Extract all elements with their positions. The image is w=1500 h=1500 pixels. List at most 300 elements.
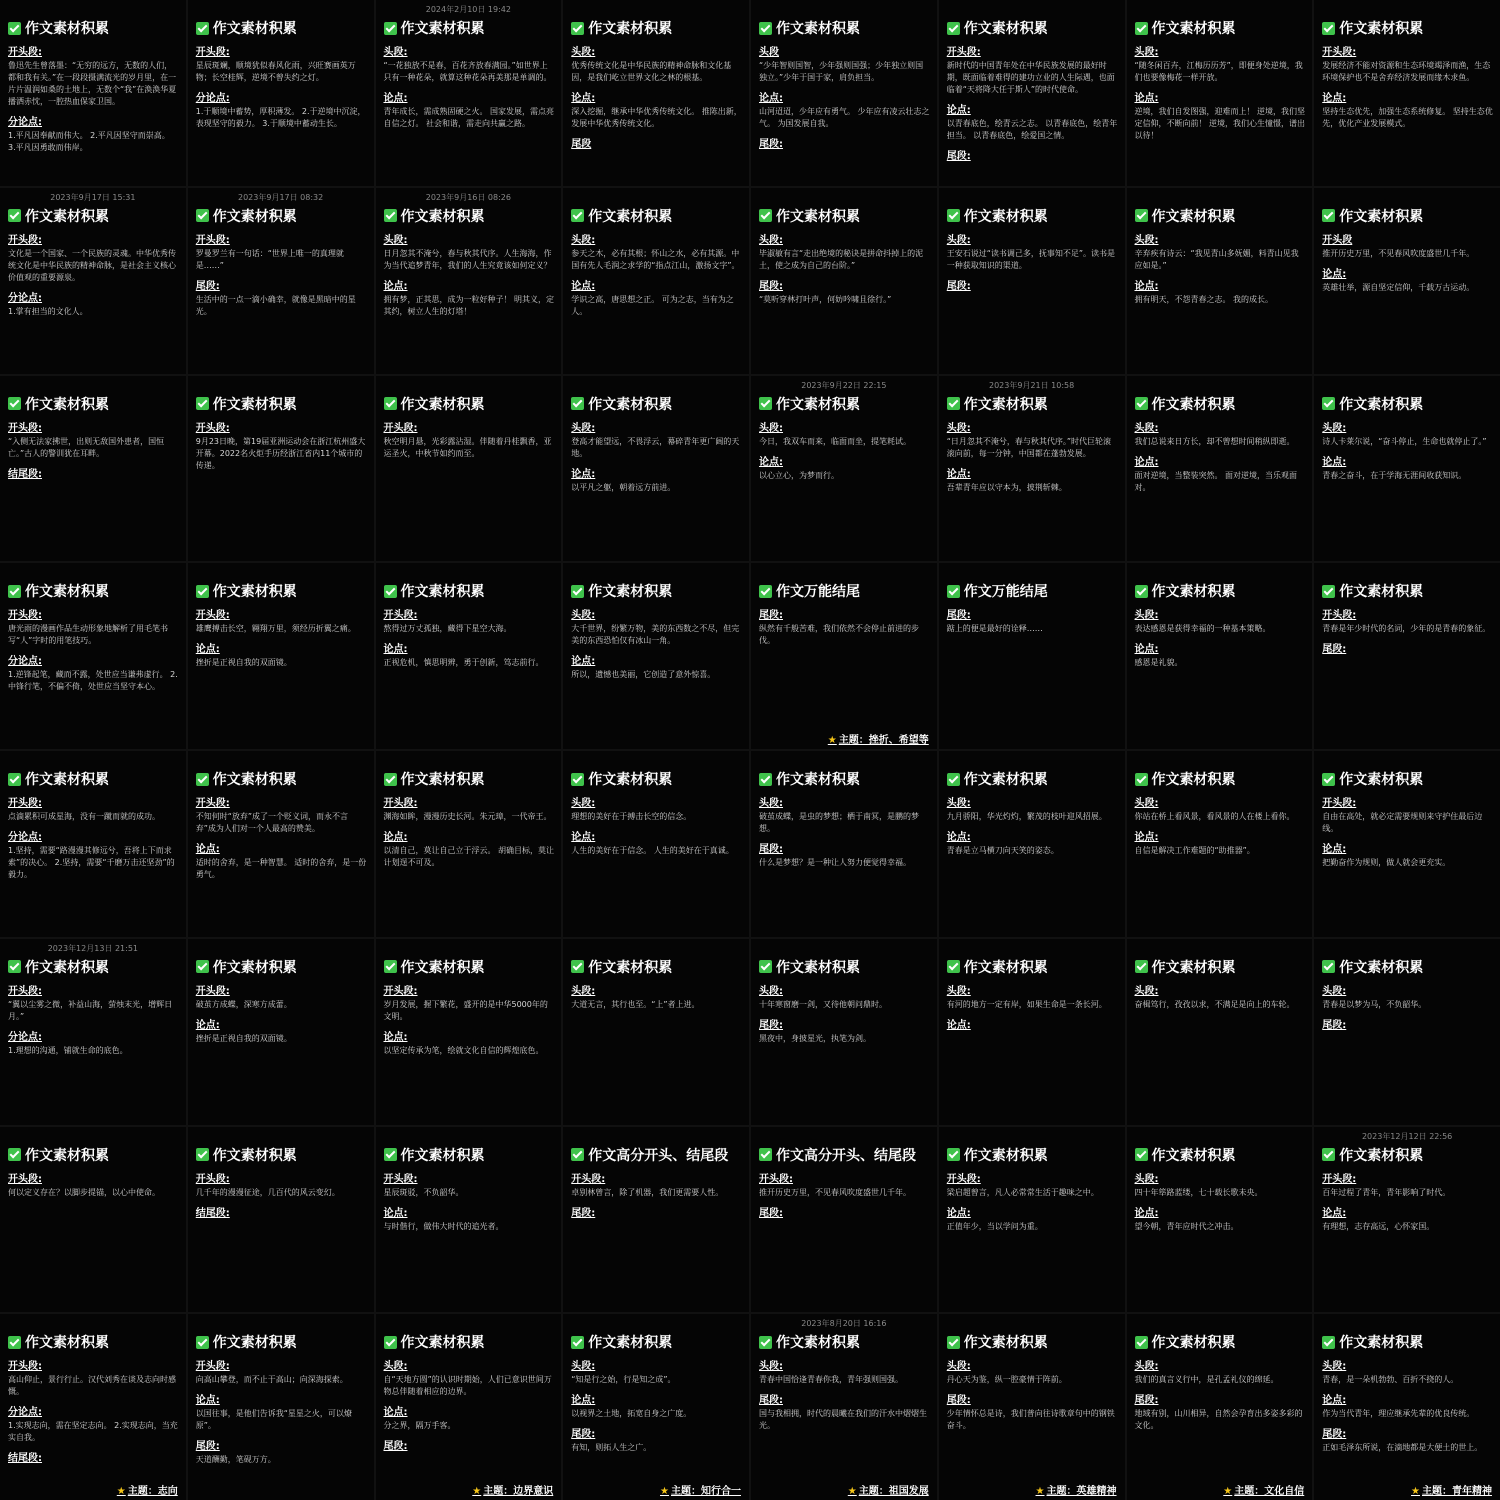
section-text: 诗人卡莱尔说，“奋斗停止，生命也就停止了。” [1322, 436, 1487, 446]
section-text: 星辰斑斓，顺境犹似春风化雨，兴旺赛画英万物；长空桂辉，逆境不曾失约之灯。 [195, 61, 356, 82]
section-text: 辛弃疾有诗云：“我见青山多妩媚，料青山见我应如是。” [1134, 248, 1299, 270]
section-text: 日月忽其不淹兮，春与秋其代序。人生海海，作为当代追梦青年，我们的人生究竟该如何定义？ [383, 248, 552, 270]
section-heading: 头段: [946, 985, 971, 997]
check-icon [571, 1336, 584, 1349]
section-text: 望今朝，青年应时代之冲击。 [1134, 1221, 1239, 1231]
note-title-text: 作文素材积累 [1339, 21, 1424, 37]
section-text: 适时的舍弃，是一种智慧。 适时的舍弃，是一份勇气。 [195, 858, 367, 879]
section-heading: 尾段: [759, 1019, 783, 1031]
section-text: 有河的地方一定有岸，如果生命是一条长河。 [946, 999, 1107, 1009]
check-icon [384, 1148, 397, 1161]
note-card[interactable] [188, 376, 374, 562]
note-card[interactable] [939, 751, 1125, 937]
section-text: 1.掌有担当的文化人。 [8, 306, 88, 316]
section-text: 有理想，志存高远，心怀家国。 [1322, 1221, 1435, 1231]
note-card[interactable] [1314, 376, 1500, 562]
note-card[interactable] [0, 1314, 186, 1500]
section-text: 发展经济不能对资源和生态环境竭泽而渔，生态环境保护也不是舍弃经济发展而缘木求鱼。 [1322, 61, 1491, 82]
section-text: 1.实现志向，需在坚定志向。 2.实现志向，当充实自我。 [8, 1421, 178, 1443]
note-card[interactable] [0, 376, 186, 562]
section-heading: 头段: [759, 422, 783, 434]
section-heading: 开头段: [946, 47, 981, 58]
note-card[interactable] [0, 939, 186, 1125]
star-icon: ★ [660, 1486, 669, 1497]
section-text: 九月骄阳，华光灼灼，繁茂的枝叶迎风招展。 [946, 812, 1107, 821]
section-heading: 论点: [383, 832, 408, 843]
note-card[interactable] [1127, 751, 1313, 937]
section-heading: 头段: [946, 798, 971, 809]
theme-label [551, 923, 553, 934]
check-icon [1135, 397, 1148, 410]
theme-label [660, 1482, 741, 1497]
check-icon [1135, 209, 1148, 222]
check-icon [1135, 22, 1148, 35]
note-card[interactable] [376, 376, 562, 562]
note-card[interactable] [563, 563, 749, 749]
check-icon [8, 1148, 21, 1161]
theme-label [1115, 923, 1117, 934]
section-heading: 开头段: [383, 798, 418, 809]
note-card[interactable] [0, 563, 186, 749]
theme-label [739, 547, 741, 558]
note-title [947, 769, 1118, 789]
note-card[interactable] [0, 188, 186, 374]
note-title [947, 18, 1118, 38]
note-title-text: 作文素材积累 [212, 1335, 297, 1352]
note-title [571, 1145, 742, 1165]
note-title-text: 作文素材积累 [1151, 959, 1236, 976]
section-heading: 论点: [1134, 456, 1159, 468]
theme-label [364, 360, 366, 371]
star-icon: ★ [1223, 1486, 1233, 1497]
theme-label [1302, 172, 1304, 183]
section-heading: 论点: [946, 1207, 971, 1219]
section-text: 1.于顺境中蓄势，厚积薄发。 2.于逆境中沉淀，表现坚守的毅力。 3.于顺境中蓄动生长。 [195, 107, 366, 128]
note-title-text: 作文素材积累 [1151, 1335, 1236, 1352]
note-card[interactable] [939, 188, 1125, 374]
note-card[interactable] [1127, 1127, 1313, 1313]
star-icon: ★ [1411, 1486, 1420, 1497]
section-text: 破茧方成蝶，深寒方成蕾。 [195, 999, 292, 1009]
note-title [947, 581, 1118, 601]
section-text: 新时代的中国青年处在中华民族发展的最好时期，既面临着难得的建功立业的人生际遇，也面临着“天将降大任于斯人”的时代使命。 [946, 61, 1115, 94]
note-card[interactable] [751, 376, 937, 562]
theme-label [551, 1111, 553, 1122]
section-heading: 尾段: [195, 280, 220, 292]
note-card[interactable] [1314, 188, 1500, 374]
section-text: 英雄壮举，源自坚定信仰，千载万古运动。 [1322, 282, 1475, 292]
section-text: 我们的真言义行中，是孔孟礼仪的绵延。 [1134, 1375, 1279, 1385]
note-card[interactable] [1127, 939, 1313, 1125]
note-card[interactable] [1314, 563, 1500, 749]
note-title-text: 作文素材积累 [1339, 1335, 1424, 1352]
section-text: 有知，则拓人生之广。 [571, 1443, 652, 1453]
note-title-text: 作文素材积累 [588, 396, 673, 413]
check-icon [1322, 209, 1335, 222]
section-heading: 论点: [1134, 644, 1159, 656]
section-heading: 开头段 [1322, 234, 1353, 246]
note-card[interactable] [376, 751, 562, 937]
section-heading: 开头段: [195, 798, 230, 809]
note-title-text: 作文素材积累 [1339, 772, 1424, 788]
section-text: 唐光雨的漫画作品生动形象地解析了用毛笔书写“人”字时的用笔技巧。 [8, 624, 168, 646]
section-text: 文化是一个国家、一个民族的灵魂。中华优秀传统文化是中华民族的精神命脉，是社会主义核心价值观的重要源泉。 [8, 248, 176, 282]
check-icon [759, 1336, 772, 1349]
theme-label [739, 360, 741, 371]
check-icon [8, 585, 21, 598]
section-text: 以平凡之躯，朝着远方前进。 [571, 482, 676, 492]
note-card[interactable] [751, 1314, 937, 1500]
section-text: 1.坚持，需要“路漫漫其修远兮，吾将上下而求索”的决心。 2.坚持，需要“千磨万击还坚劲”的毅力。 [8, 846, 175, 879]
theme-label [739, 1298, 741, 1309]
section-heading: 头段: [383, 1361, 408, 1373]
section-text: 坚持生态优先，加强生态系统修复。 坚持生态优先，优化产业发展模式。 [1322, 107, 1493, 128]
note-card[interactable] [751, 939, 937, 1125]
note-title-text: 作文素材积累 [25, 772, 109, 788]
theme-label [828, 731, 929, 746]
note-card[interactable] [751, 188, 937, 374]
note-title [759, 394, 930, 414]
section-heading: 论点: [946, 468, 971, 480]
note-title [571, 18, 742, 38]
section-text: 人生的美好在于信念。 人生的美好在于真诚。 [571, 846, 734, 855]
section-text: 以心立心，为梦而行。 [759, 470, 839, 480]
section-heading: 分论点: [8, 292, 42, 304]
note-card[interactable] [188, 188, 374, 374]
theme-label [176, 360, 178, 371]
note-title-text: 作文素材积累 [588, 21, 673, 37]
note-card[interactable] [939, 563, 1125, 749]
note-title-text: 作文素材积累 [25, 396, 109, 413]
section-heading: 论点: [946, 832, 971, 843]
section-heading: 尾段: [759, 139, 783, 150]
note-title [196, 206, 367, 226]
section-text: 我们总说来日方长，却不曾想时间稍纵即逝。 [1134, 436, 1295, 446]
note-card[interactable] [563, 751, 749, 937]
note-title [8, 957, 179, 977]
note-card[interactable] [751, 0, 937, 186]
section-heading: 开头段: [8, 1361, 42, 1373]
theme-label [927, 360, 929, 371]
section-heading: 头段: [1322, 1361, 1347, 1373]
check-icon [571, 585, 584, 598]
note-title [947, 206, 1118, 226]
note-card[interactable] [1314, 1127, 1500, 1313]
note-card[interactable] [0, 751, 186, 937]
note-card[interactable] [939, 376, 1125, 562]
note-card[interactable] [939, 939, 1125, 1125]
note-timestamp: 2023年8月20日 16:16 [801, 1319, 887, 1329]
note-card[interactable] [1314, 0, 1500, 186]
note-card[interactable] [1127, 563, 1313, 749]
note-title [1322, 206, 1493, 226]
check-icon [384, 585, 397, 598]
check-icon [8, 397, 21, 410]
check-icon [8, 1336, 21, 1349]
note-card[interactable] [563, 939, 749, 1125]
note-card[interactable] [376, 1127, 562, 1313]
section-text: 大千世界，纷繁万物，美的东西数之不尽，但完美的东西恐怕仅有冰山一角。 [571, 624, 740, 646]
section-heading: 论点: [383, 1031, 408, 1043]
note-title [759, 206, 930, 226]
section-text: 十年寒窗磨一剑，又待他朝问鼎时。 [759, 999, 887, 1009]
section-text: 所以，遗憾也美丽，它创造了意外惊喜。 [571, 670, 716, 680]
section-heading: 论点: [759, 93, 783, 104]
section-text: 卓别林曾言，除了机器，我们更需要人性。 [571, 1187, 724, 1197]
section-heading: 尾段: [759, 280, 783, 292]
note-card[interactable] [0, 0, 186, 186]
note-card[interactable] [188, 939, 374, 1125]
section-heading: 论点: [571, 93, 596, 104]
note-card[interactable] [188, 0, 374, 186]
note-card[interactable] [188, 751, 374, 937]
note-card[interactable] [751, 563, 937, 749]
note-card[interactable] [1127, 376, 1313, 562]
section-text: 不知何时“放弃”成了一个贬义词，而永不言弃”成为人们对一个人最高的赞美。 [195, 812, 349, 833]
note-card[interactable] [188, 1127, 374, 1313]
note-title [384, 957, 555, 977]
note-title [384, 769, 555, 789]
note-card[interactable] [376, 939, 562, 1125]
theme-label [1115, 1111, 1117, 1122]
theme-label [1036, 1482, 1117, 1497]
note-card[interactable] [188, 1314, 374, 1500]
check-icon [1322, 1336, 1335, 1349]
check-icon [196, 585, 209, 598]
note-title-text: 作文素材积累 [776, 21, 860, 37]
note-card[interactable] [939, 0, 1125, 186]
note-card[interactable] [1314, 1314, 1500, 1500]
note-card[interactable] [939, 1314, 1125, 1500]
note-title [1135, 581, 1306, 601]
note-card[interactable] [1314, 939, 1500, 1125]
section-heading: 尾段: [1322, 644, 1347, 656]
section-text: 什么是梦想？是一种让人努力便觉得幸福。 [759, 858, 911, 867]
theme-label [1302, 1111, 1304, 1122]
section-text: 纵然有千般苦难，我们依然不会停止前进的步伐。 [759, 624, 919, 646]
section-heading: 结尾段: [8, 1453, 42, 1465]
note-title [759, 957, 930, 977]
section-text: 拥有明天，不怨青春之志。 我的成长。 [1134, 294, 1274, 304]
section-heading: 论点: [383, 93, 408, 104]
section-text: “随冬闲百卉，江梅历历芳”，即便身处逆境，我们也要像梅花一样开放。 [1134, 61, 1303, 82]
note-title [384, 581, 555, 601]
note-card[interactable] [376, 188, 562, 374]
check-icon [571, 1148, 584, 1161]
section-heading: 尾段: [1134, 1395, 1159, 1407]
note-card[interactable] [563, 0, 749, 186]
section-text: 逆境，我们自发图强，迎难而上！ 逆境，我们坚定信仰，不断向前！ 逆境，我们心生憧憬，谱出以待！ [1134, 107, 1306, 140]
section-heading: 开头段: [195, 610, 230, 622]
section-heading: 开头段: [1322, 1173, 1357, 1185]
theme-label [1490, 547, 1492, 558]
note-card[interactable] [0, 1127, 186, 1313]
note-title [196, 581, 367, 601]
note-title-text: 作文素材积累 [588, 959, 673, 976]
note-title-text: 作文素材积累 [963, 396, 1048, 413]
section-text: 正如毛泽东所说，在滴地都是大便土的世上。 [1322, 1443, 1483, 1453]
star-icon: ★ [116, 1486, 126, 1497]
check-icon [1322, 397, 1335, 410]
note-title [1322, 769, 1493, 789]
note-title [947, 1145, 1118, 1165]
note-card[interactable] [1314, 751, 1500, 937]
section-heading: 头段: [1134, 1173, 1159, 1185]
check-icon [384, 1336, 397, 1349]
note-card[interactable] [1127, 188, 1313, 374]
section-text: 1.理想的沟通，铺就生命的底色。 [8, 1045, 128, 1055]
theme-label [1223, 1482, 1304, 1497]
check-icon [571, 22, 584, 35]
check-icon [947, 960, 960, 973]
note-title-text: 作文万能结尾 [776, 584, 860, 601]
note-card[interactable] [376, 563, 562, 749]
note-card[interactable] [376, 1314, 562, 1500]
note-card[interactable] [563, 188, 749, 374]
theme-text: 主题：志向 [127, 1486, 178, 1497]
note-card[interactable] [751, 751, 937, 937]
section-heading: 头段: [759, 234, 783, 246]
section-heading: 论点: [1134, 832, 1159, 843]
section-heading: 头段: [571, 985, 596, 997]
section-text: “莫听穿林打叶声，何妨吟啸且徐行。” [759, 294, 892, 304]
note-card[interactable] [376, 0, 562, 186]
note-title [947, 957, 1118, 977]
theme-label [1490, 1298, 1492, 1309]
theme-label [364, 547, 366, 558]
check-icon [759, 960, 772, 973]
section-text: 深入挖掘，继承中华优秀传统文化。 推陈出新，发展中华优秀传统文化。 [571, 107, 742, 128]
section-text: 拥有梦，正其思，成为一粒好种子！ 明其义，定其约，树立人生的灯塔！ [383, 294, 555, 316]
note-card[interactable] [563, 1127, 749, 1313]
section-heading: 开头段: [946, 1173, 981, 1185]
section-text: “翼以尘雾之微，补益山海，萤烛末光，增辉日月。” [8, 999, 173, 1021]
section-heading: 结尾段: [195, 1207, 230, 1219]
section-text: 正值年少，当以学问为重。 [946, 1221, 1043, 1231]
theme-label [551, 735, 553, 746]
note-title [8, 206, 179, 226]
section-heading: 论点: [195, 1019, 220, 1031]
section-text: 与时偕行，做伟大时代的追光者。 [383, 1221, 504, 1231]
section-heading: 论点: [1322, 456, 1347, 468]
note-title-text: 作文素材积累 [400, 396, 485, 413]
check-icon [1322, 585, 1335, 598]
section-heading: 论点: [571, 1395, 596, 1407]
section-text: 自“天地方圆”的认识时期始，人们已意识世间万物总伴随着相应的边界。 [383, 1375, 552, 1397]
note-title-text: 作文素材积累 [963, 1335, 1048, 1352]
note-title [759, 581, 930, 601]
section-heading: 尾段: [571, 1429, 596, 1441]
note-card[interactable] [188, 563, 374, 749]
section-heading: 尾段: [946, 610, 971, 622]
section-heading: 开头段: [1322, 798, 1357, 809]
section-heading: 结尾段: [8, 468, 42, 480]
section-heading: 头段: [1322, 985, 1347, 997]
note-title [384, 1332, 555, 1352]
section-heading: 开头段: [8, 422, 42, 434]
theme-label [176, 735, 178, 746]
section-heading: 分论点: [8, 1407, 42, 1419]
note-title [384, 394, 555, 414]
note-title [8, 18, 179, 38]
section-heading: 论点: [1322, 1395, 1347, 1407]
note-card[interactable] [751, 1127, 937, 1313]
note-title-text: 作文素材积累 [400, 1335, 485, 1352]
check-icon [196, 773, 209, 786]
section-heading: 开头段: [571, 1173, 606, 1185]
section-heading: 开头段: [383, 610, 418, 622]
note-title-text: 作文素材积累 [25, 959, 109, 976]
section-text: 挫折是正视自我的双面镜。 [195, 658, 292, 668]
note-card[interactable] [563, 376, 749, 562]
section-text: 理想的美好在于搏击长空的信念。 [571, 812, 692, 821]
section-heading: 尾段 [571, 139, 592, 150]
section-heading: 头段 [759, 47, 779, 58]
note-title-text: 作文高分开头、结尾段 [776, 1147, 916, 1164]
theme-label [1115, 735, 1117, 746]
check-icon [196, 209, 209, 222]
check-icon [1135, 585, 1148, 598]
note-title [759, 1332, 930, 1352]
section-text: 自由在高处，就必定需要规则来守护住最后边线。 [1322, 812, 1483, 833]
section-heading: 论点: [1322, 93, 1347, 104]
check-icon [384, 209, 397, 222]
section-text: 何以定义存在？以脚步提锚，以心中使命。 [8, 1187, 160, 1197]
section-heading: 分论点: [195, 93, 230, 104]
theme-label [848, 1482, 929, 1497]
section-text: 高山仰止，景行行止。汉代刘秀在谈及志向时感慨。 [8, 1375, 176, 1397]
star-icon: ★ [1035, 1486, 1045, 1497]
note-card[interactable] [1127, 0, 1313, 186]
section-heading: 论点: [1322, 844, 1347, 855]
theme-label [1302, 735, 1304, 746]
note-card[interactable] [563, 1314, 749, 1500]
theme-label [1115, 172, 1117, 183]
section-text: 面对逆境，当整装突然。 面对逆境，当乐观面对。 [1134, 470, 1298, 492]
section-heading: 开头段: [195, 1361, 230, 1373]
theme-label [739, 735, 741, 746]
note-title-text: 作文素材积累 [212, 772, 297, 788]
note-title-text: 作文素材积累 [588, 772, 673, 788]
section-text: 今日，我双车而来，临面而坐，提笔耗试。 [759, 436, 911, 446]
section-heading: 头段: [1134, 610, 1159, 622]
check-icon [384, 960, 397, 973]
theme-label [927, 1111, 929, 1122]
section-heading: 开头段: [8, 47, 42, 58]
theme-text: 主题：边界意识 [483, 1486, 554, 1497]
star-icon: ★ [472, 1486, 482, 1497]
note-card[interactable] [939, 1127, 1125, 1313]
note-title [1322, 957, 1493, 977]
section-heading: 开头段: [383, 1173, 418, 1185]
theme-label [1115, 360, 1117, 371]
section-text: 1.逆锋起笔，藏而不露，处世应当谦弗虚行。 2.中锋行笔，不偏不倚，处世应当坚守本心。 [8, 670, 178, 692]
note-title [947, 1332, 1118, 1352]
note-card[interactable] [1127, 1314, 1313, 1500]
section-heading: 头段: [571, 798, 596, 809]
section-heading: 头段: [1134, 234, 1159, 246]
section-heading: 开头段: [383, 422, 418, 434]
check-icon [196, 22, 209, 35]
note-title [384, 18, 555, 38]
section-heading: 头段: [1134, 422, 1159, 434]
section-text: 毕淑敏有言“走出绝境的秘诀是拼命抖掉上的泥土，使之成为自己的台阶。” [759, 248, 924, 270]
section-heading: 开头段: [8, 234, 42, 246]
check-icon [8, 209, 21, 222]
section-text: 以坚定传承为笔，绘就文化自信的辉煌底色。 [383, 1045, 544, 1055]
check-icon [759, 1148, 772, 1161]
section-text: 渊海如眸，漫漫历史长河。朱元璋，一代帝王。 [383, 812, 552, 821]
